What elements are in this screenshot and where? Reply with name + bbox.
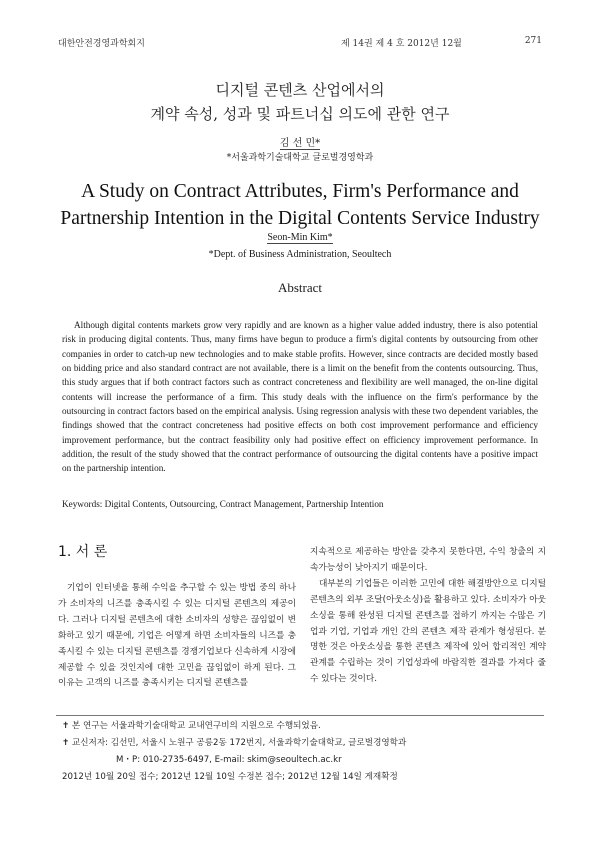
issue-info: 제 14권 제 4 호 2012년 12월 — [341, 39, 462, 49]
korean-title — [0, 78, 600, 126]
korean-author-name: 김 선 민* — [279, 138, 321, 149]
right-column — [310, 545, 546, 688]
english-author-name: Seon-Min Kim* — [267, 232, 333, 243]
english-affiliation: *Dept. of Business Administration, Seoultech — [208, 249, 392, 260]
english-title-line2: Partnership Intention in the Digital Contents Service Industry — [60, 208, 540, 229]
funding-footnote: ✝ 본 연구는 서울과학기술대학교 교내연구비의 지원으로 수행되었음. — [62, 721, 321, 731]
contact-footnote: M・P: 010-2735-6497, E-mail: skim@seoultech.ac.kr — [116, 755, 342, 765]
abstract-heading: Abstract — [277, 280, 323, 295]
abstract-text: Although digital contents markets grow very rapidly and are known as a higher value added industry, there is also potential risk in producing digital contents. Thus, many firms have begun to produce a firm's digital contents by outsourcing from other companies in order to catch-up new technologies and to make stable profits. However, since contracts are decided mostly based on bidding price and also standard contract are not available, there is a limit on the benefit from the contents outsourcing. Thus, this study argues that if both contract factors such as contract concreteness and flexibility are well managed, the on-line digital contents will increase the performance of a firm. This study deals with the influence on the firm's performance by the outsourcing in contract factors based on the empirical analysis. Using regression analysis with these two dependent variables, the findings showed that the contract concreteness had positive effects on both cost improvement performance and efficiency improvement performance, but the contract feasibility only had positive effect on efficiency improvement performance. In addition, the result of the study showed that the contract performance of outsourcing the digital contents have a positive impact on the partnership intention. — [62, 320, 538, 474]
korean-affiliation: *서울과학기술대학교 글로벌경영학과 — [226, 153, 374, 163]
korean-title-line2: 계약 속성, 성과 및 파트너십 의도에 관한 연구 — [150, 105, 450, 123]
section-title: 1. 서 론 — [58, 544, 108, 560]
keywords: Keywords: Digital Contents, Outsourcing, Contract Management, Partnership Intention — [62, 499, 384, 509]
body-paragraph: 지속적으로 제공하는 방안을 갖추지 못한다면, 수익 창출의 지속가능성이 낮아지기 때문이다. — [310, 547, 546, 573]
dates-footnote: 2012년 10월 20일 접수; 2012년 12월 10일 수정본 접수; 2012년 12월 14일 게재확정 — [62, 772, 398, 782]
body-paragraph: 대부분의 기업들은 이러한 고민에 대한 해결방안으로 디지털 콘텐츠의 외부 조달(아웃소싱)을 활용하고 있다. 소비자가 아웃소싱을 통해 완성된 디지털 콘텐츠를 접하기 까지는 수많은 기업과 기업, 기업과 개인 간의 콘텐츠 제작 관계가 형성된다. 분명한 것은 아웃소싱을 통한 콘텐츠 제작에 있어 합리적인 계약관계를 수립하는 것이 기업성과에 바람직한 결과를 가져다 줄 수 있다는 것이다. — [310, 578, 546, 685]
corresponding-author-footnote: ✝ 교신저자: 김선민, 서울시 노원구 공릉2동 172번지, 서울과학기술대학교, 글로벌경영학과 — [62, 738, 407, 748]
left-column — [58, 541, 296, 692]
english-title-line1: A Study on Contract Attributes, Firm's Performance and — [81, 181, 519, 202]
korean-author — [0, 134, 600, 149]
body-paragraph: 기업이 인터넷을 통해 수익을 추구할 수 있는 방법 중의 하나가 소비자의 니즈를 충족시킬 수 있는 디지털 콘텐츠의 제공이다. 그러나 디지털 콘텐츠에 대한 소비자의 성향은 끊임없이 변화하고 있기 때문에, 기업은 어떻게 하면 소비자들의 니즈를 충족시킬 수 있는 디지털 콘텐츠를 경쟁기업보다 신속하게 시장에 제공할 수 있을 것인지에 대한 고민을 끊임없이 하게 된다. 그 이유는 고객의 니즈를 충족시키는 디지털 콘텐츠를 — [58, 583, 296, 689]
footnotes — [62, 718, 544, 786]
korean-title-line1: 디지털 콘텐츠 산업에서의 — [215, 81, 385, 99]
english-title — [40, 178, 560, 232]
journal-name: 대한안전경영과학회지 — [58, 39, 145, 49]
footnote-divider — [56, 715, 544, 716]
running-header — [58, 36, 542, 49]
page-number: 271 — [524, 36, 542, 46]
english-author — [0, 232, 600, 243]
